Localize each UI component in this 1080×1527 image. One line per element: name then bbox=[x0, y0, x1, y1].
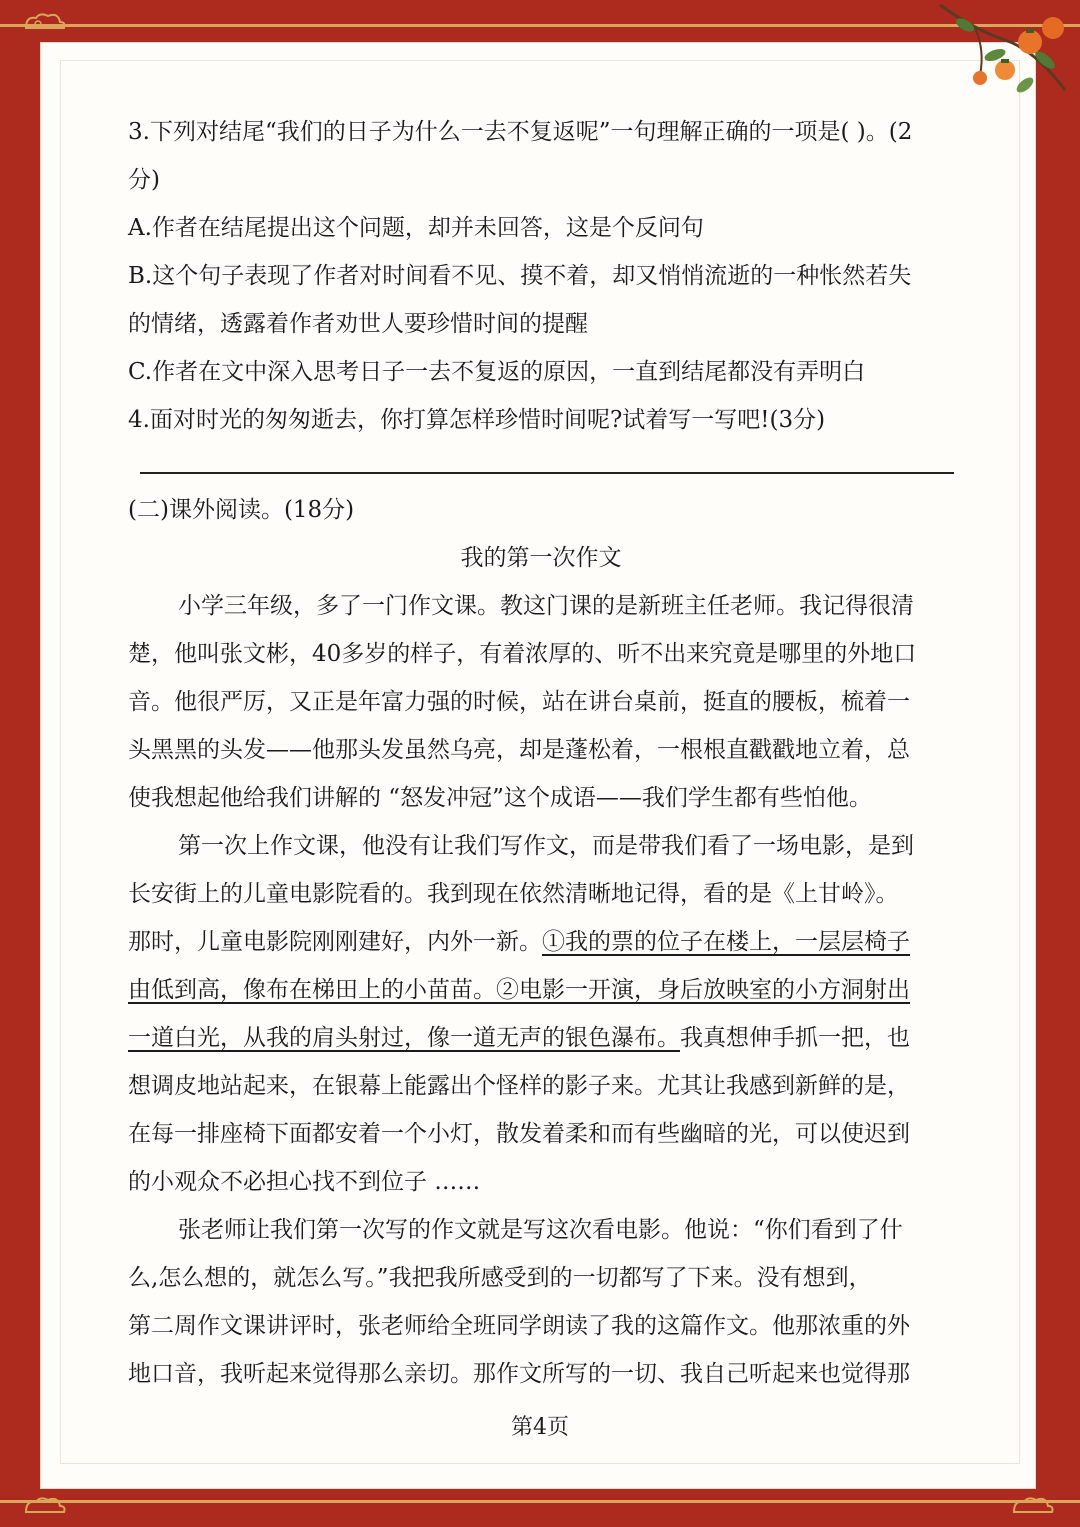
article-line: 第一次上作文课，他没有让我们写作文，而是带我们看了一场电影，是到 bbox=[178, 833, 914, 859]
article-line: 在每一排座椅下面都安着一个小灯，散发着柔和而有些幽暗的光，可以使迟到 bbox=[128, 1121, 910, 1147]
question-3-option-b: B.这个句子表现了作者对时间看不见、摸不着，却又悄悄流逝的一种怅然若失 bbox=[128, 263, 912, 289]
persimmon-branch-icon bbox=[935, 0, 1075, 115]
article-line: 长安街上的儿童电影院看的。我到现在依然清晰地记得，看的是《上甘岭》。 bbox=[128, 881, 899, 907]
article-line: 小学三年级，多了一门作文课。教这门课的是新班主任老师。我记得很清 bbox=[178, 593, 914, 619]
article-line bbox=[128, 918, 954, 966]
section-heading: (二)课外阅读。(18分) bbox=[128, 497, 355, 523]
top-gold-border bbox=[0, 24, 1080, 27]
article-line bbox=[128, 966, 954, 1014]
article-text: 我真想伸手抓一把，也 bbox=[680, 1025, 910, 1051]
question-3-option-a: A.作者在结尾提出这个问题，却并未回答，这是个反问句 bbox=[128, 215, 704, 241]
article-line: 的小观众不必担心找不到位子 …… bbox=[128, 1169, 481, 1195]
article-line: 音。他很严厉，又正是年富力强的时候，站在讲台桌前，挺直的腰板，梳着一 bbox=[128, 689, 910, 715]
article-line: 么,怎么想的，就怎么写。”我把我所感受到的一切都写了下来。没有想到， bbox=[128, 1265, 872, 1291]
article-text: 那时，儿童电影院刚刚建好，内外一新。 bbox=[128, 929, 542, 955]
article-line: 想调皮地站起来，在银幕上能露出个怪样的影子来。尤其让我感到新鲜的是， bbox=[128, 1073, 910, 1099]
cloud-ornament-icon bbox=[22, 1494, 68, 1516]
bottom-gold-border bbox=[0, 1500, 1080, 1503]
question-4-stem: 4.面对时光的匆匆逝去，你打算怎样珍惜时间呢?试着写一写吧!(3分) bbox=[128, 407, 826, 433]
question-3-option-b-cont: 的情绪，透露着作者劝世人要珍惜时间的提醒 bbox=[128, 311, 588, 337]
question-3-option-c: C.作者在文中深入思考日子一去不复返的原因，一直到结尾都没有弄明白 bbox=[128, 359, 866, 385]
page-number: 第4页 bbox=[511, 1415, 569, 1440]
underlined-sentence: ①我的票的位子在楼上，一层层椅子 bbox=[542, 929, 910, 955]
question-3-stem-cont: 分) bbox=[128, 167, 160, 193]
question-3-stem: 3.下列对结尾“我们的日子为什么一去不复返呢”一句理解正确的一项是( )。(2 bbox=[128, 119, 913, 145]
article-line: 第二周作文课讲评时，张老师给全班同学朗读了我的这篇作文。他那浓重的外 bbox=[128, 1313, 910, 1339]
exam-page-content bbox=[128, 108, 954, 1398]
article-line: 头黑黑的头发——他那头发虽然乌亮，却是蓬松着，一根根直戳戳地立着，总 bbox=[128, 737, 910, 763]
article-line: 地口音，我听起来觉得那么亲切。那作文所写的一切、我自己听起来也觉得那 bbox=[128, 1361, 910, 1387]
answer-blank-line[interactable] bbox=[140, 472, 954, 474]
underlined-sentence: 一道白光，从我的肩头射过，像一道无声的银色瀑布。 bbox=[128, 1025, 680, 1051]
article-line bbox=[128, 1014, 954, 1062]
article-line: 楚，他叫张文彬，40多岁的样子，有着浓厚的、听不出来究竟是哪里的外地口 bbox=[128, 641, 917, 667]
cloud-ornament-icon bbox=[1010, 1494, 1056, 1516]
article-line: 使我想起他给我们讲解的 “怒发冲冠”这个成语——我们学生都有些怕他。 bbox=[128, 785, 872, 811]
article-title: 我的第一次作文 bbox=[460, 545, 622, 571]
article-line: 张老师让我们第一次写的作文就是写这次看电影。他说：“你们看到了什 bbox=[178, 1217, 903, 1243]
underlined-sentence: 由低到高，像布在梯田上的小苗苗。②电影一开演，身后放映室的小方洞射出 bbox=[128, 977, 910, 1003]
cloud-ornament-icon bbox=[22, 10, 68, 32]
